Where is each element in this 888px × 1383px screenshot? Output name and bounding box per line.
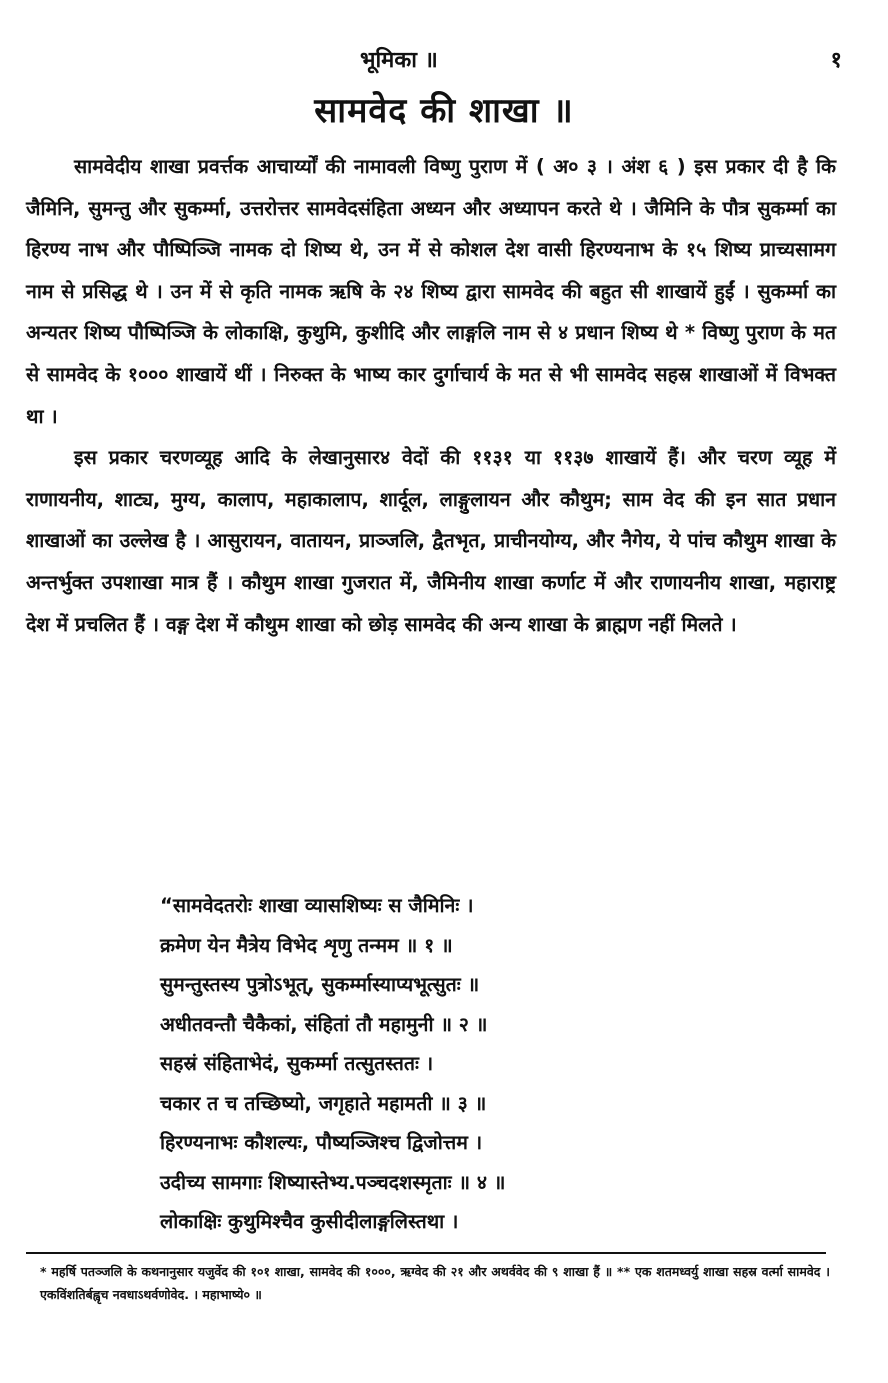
verse-line: अधीतवन्तौ चैकैकां, संहितां तौ महामुनी ॥ २ ॥	[160, 1012, 488, 1036]
verse-line: सुमन्तुस्तस्य पुत्रोऽभूत्, सुकर्म्मास्याप्यभूत्सुतः ॥	[160, 973, 480, 996]
section-title: सामवेद की शाखा ॥	[314, 91, 574, 131]
running-header	[0, 44, 888, 80]
verse-line: लोकाक्षिः कुथुमिश्चैव कुसीदीलाङ्गलिस्तथा ।	[160, 1210, 459, 1233]
verse-block	[160, 886, 780, 1242]
running-title: भूमिका ॥	[360, 48, 438, 73]
verse-line: “सामवेदतरोः शाखा व्यासशिष्यः स जैमिनिः ।	[160, 894, 474, 917]
paragraph-2: इस प्रकार चरणव्यूह आदि के लेखानुसार४ वेदों की ११३१ या ११३७ शाखायें हैं। और चरण व्यूह में राणायनीय, शाट्य, मुग्य, कालाप, महाकालाप, शार्दूल, लाङ्गुलायन और कौथुम; साम वेद की इन सात प्रधान शाखाओं का उल्लेख है । आसुरायन, वातायन, प्राञ्जलि, द्वैतभृत, प्राचीनयोग्य, और नैगेय, ये पांच कौथुम शाखा के अन्तर्भुक्त उपशाखा मात्र हैं । कौथुम शाखा गुजरात में, जैमिनीय शाखा कर्णाट में और राणायनीय शाखा, महाराष्ट्र देश में प्रचलित हैं । वङ्ग देश में कौथुम शाखा को छोड़ सामवेद की अन्य शाखा के ब्राह्मण नहीं मिलते ।	[26, 446, 836, 636]
verse-line: क्रमेण येन मैत्रेय विभेद शृणु तन्मम ॥ १ ॥	[160, 933, 453, 957]
page-number: १	[830, 48, 842, 73]
paragraph-1: सामवेदीय शाखा प्रवर्त्तक आचार्य्यों की नामावली विष्णु पुराण में ( अ० ३ । अंश ६ ) इस प्रकार दी है कि जैमिनि, सुमन्तु और सुकर्म्मा, उत्तरोत्तर सामवेदसंहिता अध्यन और अध्यापन करते थे । जैमिनि के पौत्र सुकर्म्मा का हिरण्य नाभ और पौष्पिञ्जि नामक दो शिष्य थे, उन में से कोशल देश वासी हिरण्यनाभ के १५ शिष्य प्राच्यसामग नाम से प्रसिद्ध थे । उन में से कृति नामक ऋषि के २४ शिष्य द्वारा सामवेद की बहुत सी शाखायें हुईं । सुकर्म्मा का अन्यतर शिष्य पौष्पिञ्जि के लोकाक्षि, कुथुमि, कुशीदि और लाङ्गलि नाम से ४ प्रधान शिष्य थे * विष्णु पुराण के मत से सामवेद के १००० शाखायें थीं । निरुक्त के भाष्य कार दुर्गाचार्य के मत से भी सामवेद सहस्र शाखाओं में विभक्त था ।	[26, 155, 836, 428]
footnote-divider	[26, 1252, 826, 1254]
footnote-text: * महर्षि पतञ्जलि के कथनानुसार यजुर्वेद की १०१ शाखा, सामवेद की १०००, ऋग्वेद की २१ और अथर्ववेद की ९ शाखा हैं ॥ ** एक शतमध्वर्यु शाखा सहस्र वर्त्मा सामवेद । एकविंशतिर्बह्वृच नवधाऽथर्वणोवेद. । महाभाष्ये० ॥	[40, 1264, 830, 1302]
verse-line: हिरण्यनाभः कौशल्यः, पौष्यञ्जिश्च द्विजोत्तम ।	[160, 1131, 483, 1154]
verse-line: चकार त च तच्छिष्यो, जगृहाते महामती ॥ ३ ॥	[160, 1091, 487, 1115]
verse-line: सहस्रं संहिताभेदं, सुकर्म्मा तत्सुतस्ततः ।	[160, 1052, 434, 1075]
body-text	[26, 146, 836, 645]
verse-line: उदीच्य सामगाः शिष्यास्तेभ्य.पञ्चदशस्मृताः ॥ ४ ॥	[160, 1170, 506, 1194]
footnote	[40, 1260, 830, 1306]
